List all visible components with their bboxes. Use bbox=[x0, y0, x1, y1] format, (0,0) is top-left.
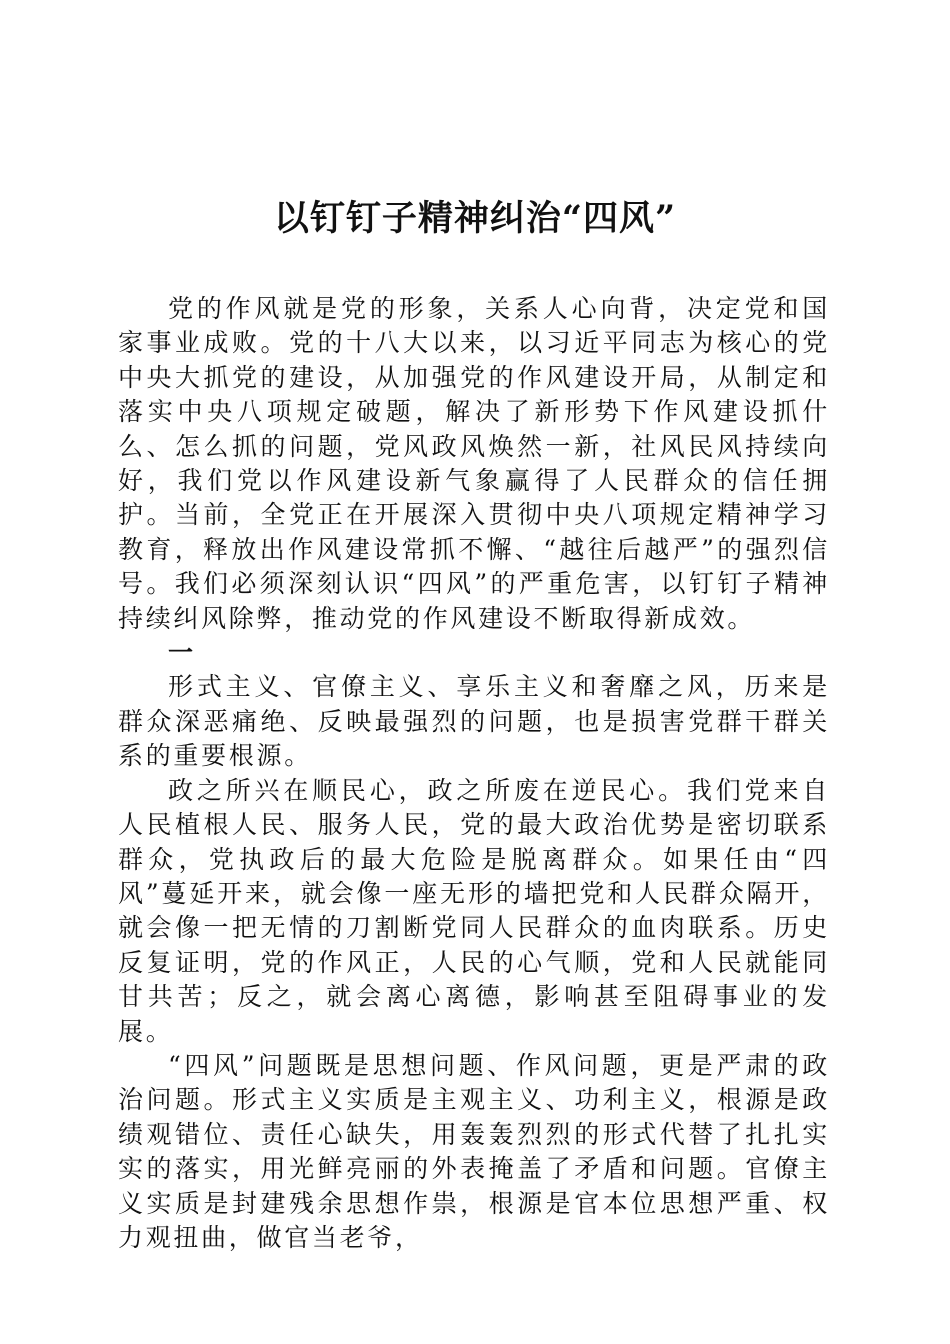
section-paragraph: 政之所兴在顺民心，政之所废在逆民心。我们党来自人民植根人民、服务人民，党的最大政治优势是密切联系群众，党执政后的最大危险是脱离群众。如果任由“四风”蔓延开来，就会像一座无形的墙把党和人民群众隔开，就会像一把无情的刀割断党同人民群众的血肉联系。历史反复证明，党的作风正，人民的心气顺，党和人民就能同甘共苦；反之，就会离心离德，影响甚至阻碍事业的发展。 bbox=[118, 775, 830, 1046]
intro-paragraph: 党的作风就是党的形象，关系人心向背，决定党和国家事业成败。党的十八大以来，以习近平同志为核心的党中央大抓党的建设，从加强党的作风建设开局，从制定和落实中央八项规定破题，解决了新形势下作风建设抓什么、怎么抓的问题，党风政风焕然一新，社风民风持续向好，我们党以作风建设新气象赢得了人民群众的信任拥护。当前，全党正在开展深入贯彻中央八项规定精神学习教育，释放出作风建设常抓不懈、“越往后越严”的强烈信号。我们必须深刻认识“四风”的严重危害，以钉钉子精神持续纠风除弊，推动党的作风建设不断取得新成效。 bbox=[118, 294, 830, 633]
section-paragraph: 形式主义、官僚主义、享乐主义和奢靡之风，历来是群众深恶痛绝、反映最强烈的问题，也是损害党群干群关系的重要根源。 bbox=[118, 672, 830, 771]
section-paragraph: “四风”问题既是思想问题、作风问题，更是严肃的政治问题。形式主义实质是主观主义、功利主义，根源是政绩观错位、责任心缺失，用轰轰烈烈的形式代替了扎扎实实的落实，用光鲜亮丽的外表掩盖了矛盾和问题。官僚主义实质是封建残余思想作祟，根源是官本位思想严重、权力观扭曲，做官当老爷， bbox=[118, 1050, 830, 1252]
document-title: 以钉钉子精神纠治“四风” bbox=[273, 198, 677, 239]
document-body bbox=[118, 292, 830, 1255]
section-number: 一 bbox=[168, 638, 196, 668]
